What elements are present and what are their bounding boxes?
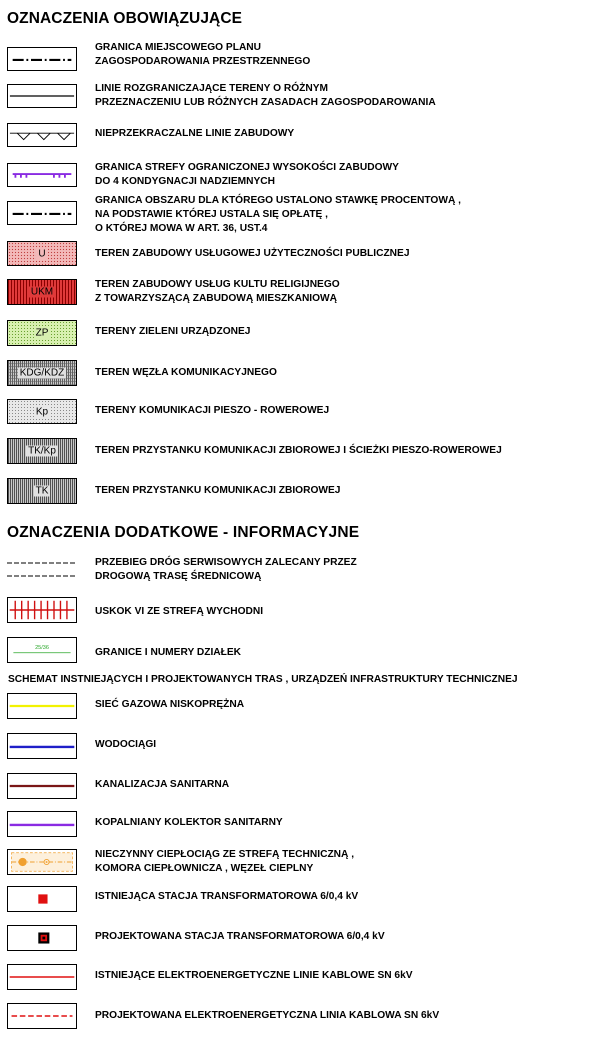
legend-label: TEREN ZABUDOWY USŁUGOWEJ UŻYTECZNOŚCI PUBLICZNEJ: [95, 248, 410, 259]
legend-label: KANALIZACJA SANITARNA: [95, 779, 230, 790]
symbol-gas: [7, 693, 77, 719]
symbol-building-lines: [7, 123, 77, 147]
symbol-services: [7, 241, 77, 266]
zone-code: TK: [35, 485, 49, 497]
symbol-sewage: [7, 773, 77, 799]
plot-number: 25/36: [35, 645, 49, 652]
legend-label: TEREN PRZYSTANKU KOMUNIKACJI ZBIOROWEJ I ŚCIEŻKI PIESZO-ROWEROWEJ: [95, 445, 502, 456]
symbol-green: [7, 320, 77, 346]
symbol-plots: [7, 637, 77, 663]
symbol-mine-sewer: [7, 811, 77, 837]
legend-label: PROJEKTOWANA STACJA TRANSFORMATOROWA 6/0,4 kV: [95, 931, 385, 942]
zone-code: KDG/KDZ: [19, 367, 65, 379]
solid-line-icon: [8, 85, 76, 107]
symbol-pedestrian: [7, 399, 77, 424]
legend-label: GRANICA MIEJSCOWEGO PLANU ZAGOSPODAROWANIA PRZESTRZENNEGO: [95, 42, 311, 67]
zone-code: ZP: [35, 327, 49, 339]
symbol-planned-transformer: [7, 925, 77, 951]
solid-red-line-icon: [8, 965, 76, 989]
legend-label: GRANICA STREFY OGRANICZONEJ WYSOKOŚCI ZABUDOWY DO 4 KONDYGNACJI NADZIEMNYCH: [95, 162, 399, 187]
symbol-water: [7, 733, 77, 759]
symbol-existing-cable: [7, 964, 77, 990]
legend-label: TERENY KOMUNIKACJI PIESZO - ROWEROWEJ: [95, 405, 330, 416]
zone-code: TK/Kp: [28, 445, 56, 457]
symbol-service-roads: [7, 557, 77, 581]
triangle-line-icon: [8, 124, 76, 146]
legend-label: TEREN ZABUDOWY USŁUG KULTU RELIGIJNEGO Z TOWARZYSZĄCĄ ZABUDOWĄ MIESZKANIOWĄ: [95, 279, 340, 304]
legend-label: NIECZYNNY CIEPŁOCIĄG ZE STREFĄ TECHNICZNĄ , KOMORA CIEPŁOWNICZA , WĘZEŁ CIEPLNY: [95, 849, 355, 874]
heading-schema: SCHEMAT INSTNIEJĄCYCH I PROJEKTOWANYCH TRAS , URZĄDZEŃ INFRASTRUKTURY TECHNICZNEJ: [8, 674, 518, 685]
legend-label: GRANICA OBSZARU DLA KTÓREGO USTALONO STAWKĘ PROCENTOWĄ , NA PODSTAWIE KTÓREJ USTALA SIĘ OPŁATĘ , O KTÓREJ MOWA W ART. 36, UST.4: [95, 195, 461, 234]
purple-comb-line-icon: [8, 164, 76, 186]
symbol-fault: [7, 597, 77, 623]
legend-label: LINIE ROZGRANICZAJĄCE TERENY O RÓŻNYM PRZEZNACZENIU LUB RÓŻNYCH ZASADACH ZAGOSPODAROWANIA: [95, 83, 436, 108]
sewage-line-icon: [8, 774, 76, 798]
legend-label: PRZEBIEG DRÓG SERWISOWYCH ZALECANY PRZEZ DROGOWĄ TRASĘ ŚREDNICOWĄ: [95, 557, 357, 582]
mine-sewer-line-icon: [8, 812, 76, 836]
zone-code: UKM: [30, 286, 54, 298]
legend-label: NIEPRZEKRACZALNE LINIE ZABUDOWY: [95, 128, 295, 139]
heating-pipe-icon: [8, 850, 76, 874]
symbol-heating: [7, 849, 77, 875]
legend-label: TEREN WĘZŁA KOMUNIKACYJNEGO: [95, 367, 277, 378]
outlined-square-icon: [8, 926, 76, 950]
symbol-existing-transformer: [7, 886, 77, 912]
symbol-junction: [7, 360, 77, 386]
legend-label: USKOK VI ZE STREFĄ WYCHODNI: [95, 606, 264, 617]
plot-boundary-icon: [8, 638, 76, 662]
gas-line-icon: [8, 694, 76, 718]
legend-label: KOPALNIANY KOLEKTOR SANITARNY: [95, 817, 283, 828]
zone-code: Kp: [35, 406, 49, 417]
symbol-fee-area: [7, 201, 77, 225]
symbol-height-zone: [7, 163, 77, 187]
legend-label: TERENY ZIELENI URZĄDZONEJ: [95, 326, 251, 337]
dash-dot-line-icon: [8, 48, 76, 70]
legend-label: ISTNIEJĄCA STACJA TRANSFORMATOROWA 6/0,4 kV: [95, 891, 359, 902]
symbol-plan-boundary: [7, 47, 77, 71]
symbol-stop-path: [7, 438, 77, 464]
symbol-planned-cable: [7, 1003, 77, 1029]
symbol-religious: [7, 279, 77, 305]
double-dashed-line-icon: [7, 557, 77, 581]
legend-label: SIEĆ GAZOWA NISKOPRĘŻNA: [95, 699, 245, 710]
legend-label: GRANICE I NUMERY DZIAŁEK: [95, 647, 242, 658]
legend-label: TEREN PRZYSTANKU KOMUNIKACJI ZBIOROWEJ: [95, 485, 341, 496]
legend-label: PROJEKTOWANA ELEKTROENERGETYCZNA LINIA KABLOWA SN 6kV: [95, 1010, 440, 1021]
filled-square-icon: [8, 887, 76, 911]
legend-label: ISTNIEJĄCE ELEKTROENERGETYCZNE LINIE KABLOWE SN 6kV: [95, 970, 413, 981]
water-line-icon: [8, 734, 76, 758]
zone-code: U: [38, 248, 46, 259]
legend-label: WODOCIĄGI: [95, 739, 157, 750]
dash-dot-line-icon: [8, 202, 76, 224]
dashed-red-line-icon: [8, 1004, 76, 1028]
symbol-demarcation-lines: [7, 84, 77, 108]
heading-mandatory: OZNACZENIA OBOWIĄZUJĄCE: [7, 10, 243, 27]
fault-line-icon: [8, 598, 76, 622]
heading-additional: OZNACZENIA DODATKOWE - INFORMACYJNE: [7, 524, 360, 541]
symbol-stop: [7, 478, 77, 504]
